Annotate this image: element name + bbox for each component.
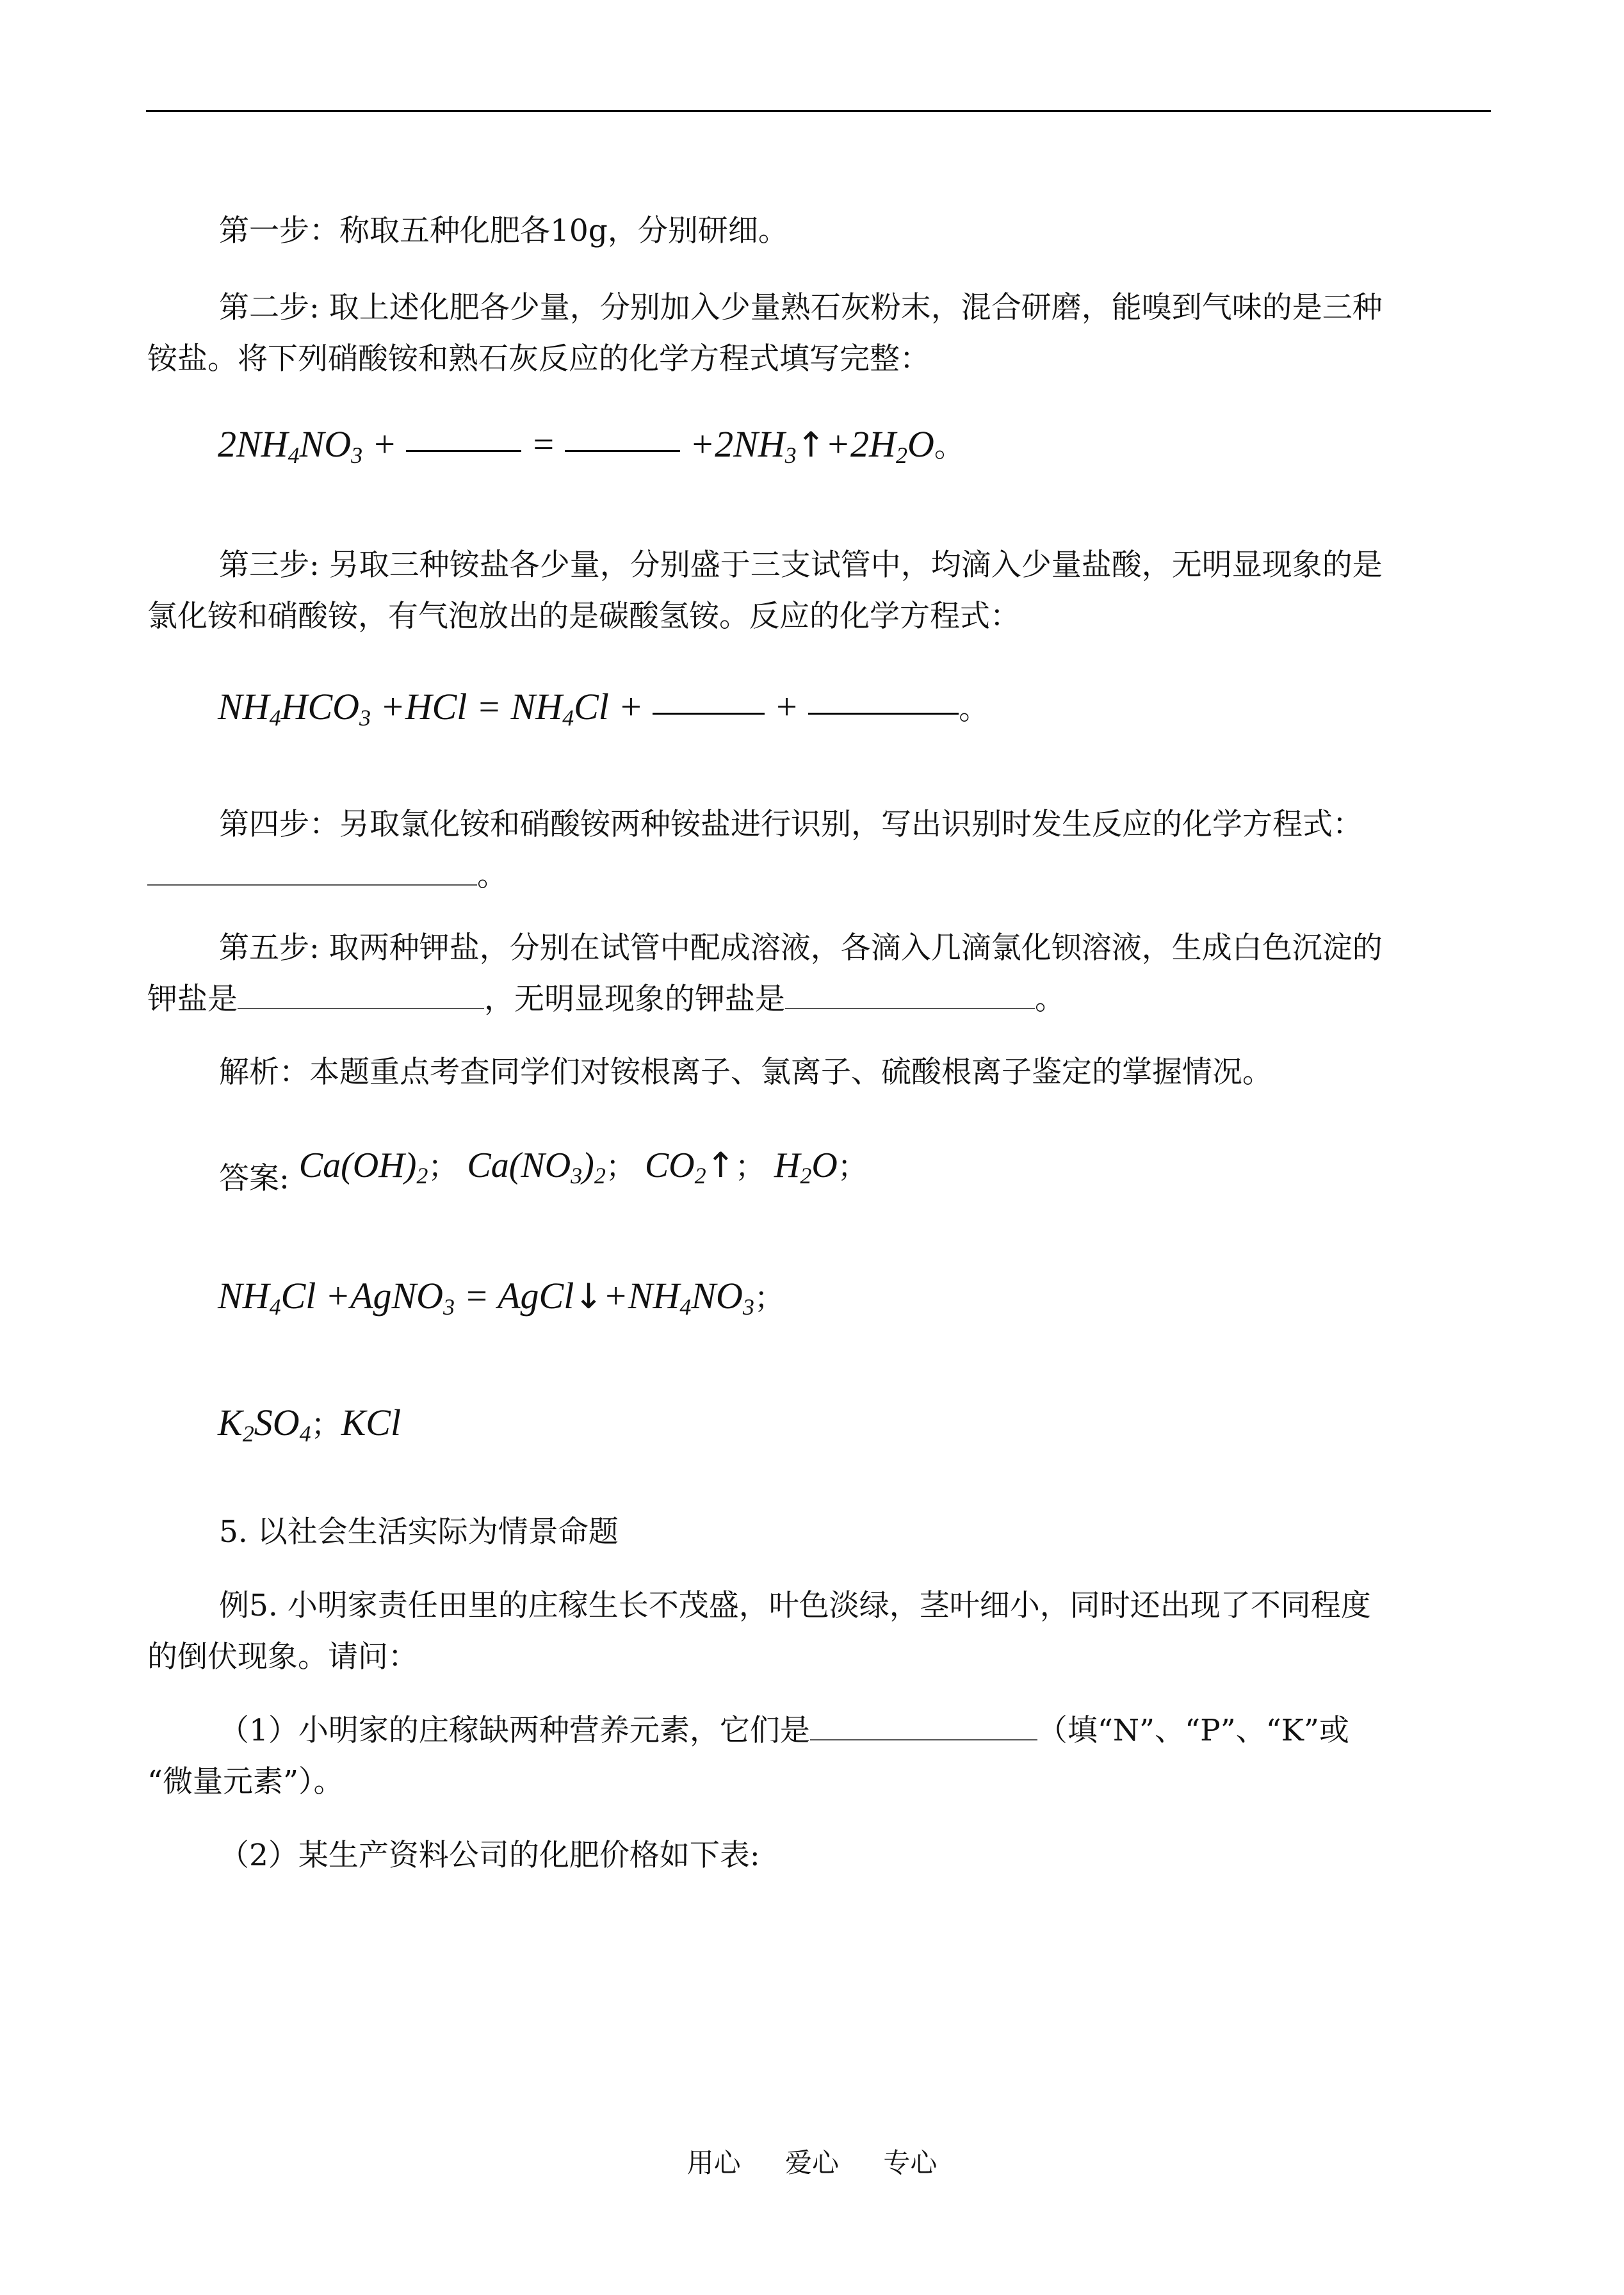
step3-line2: 氯化铵和硝酸铵，有气泡放出的是碳酸氢铵。反应的化学方程式：	[147, 599, 1020, 634]
blank-1	[406, 444, 521, 452]
footer-word-2: 爱心	[784, 2147, 839, 2178]
gas-arrow-icon: ↑	[706, 1145, 735, 1185]
blank-5	[147, 882, 477, 886]
answer-equation: $NH_4Cl$ +AgNO$_3$ = $AgCl↓+NH_4NO_3$；	[218, 1275, 784, 1320]
gas-arrow-icon: ↑	[796, 425, 825, 465]
question-1-line1: （1）小明家的庄稼缺两种营养元素，它们是 （填“N”、“P”、“K”或	[219, 1713, 1349, 1748]
blank-2	[565, 444, 680, 452]
equation-1: $2NH_4NO_3$ + = $+2NH_3↑+2H_2O$。	[218, 423, 964, 468]
precipitate-arrow-icon: ↓	[574, 1276, 603, 1317]
section-5-heading: 5. 以社会生活实际为情景命题	[219, 1514, 619, 1550]
footer-word-3: 专心	[883, 2147, 938, 2178]
blank-7	[785, 1005, 1035, 1009]
footer-word-1: 用心	[686, 2147, 741, 2178]
blank-4	[808, 706, 959, 715]
equation-2: $NH_4HCO_3 +HCl = NH_4Cl$ + + 。	[218, 686, 989, 731]
step2-line2: 铵盐。将下列硝酸铵和熟石灰反应的化学方程式填写完整：	[147, 341, 930, 377]
step2-line1: 第二步: 取上述化肥各少量，分别加入少量熟石灰粉末，混合研磨，能嗅到气味的是三种	[219, 290, 1383, 325]
blank-8	[810, 1737, 1037, 1740]
analysis-text: 解析：本题重点考查同学们对铵根离子、氯离子、硫酸根离子鉴定的掌握情况。	[219, 1055, 1272, 1090]
answer-line-1	[147, 1145, 1491, 1215]
step5-line2: 钾盐是 ，无明显现象的钾盐是 。	[147, 982, 1065, 1017]
blank-3	[653, 706, 765, 715]
blank-6	[238, 1005, 484, 1009]
step3-line1: 第三步: 另取三种铵盐各少量，分别盛于三支试管中，均滴入少量盐酸，无明显现象的是	[219, 547, 1383, 583]
step4-line1: 第四步：另取氯化铵和硝酸铵两种铵盐进行识别，写出识别时发生反应的化学方程式：	[219, 807, 1363, 842]
example-5-line2: 的倒伏现象。请问：	[147, 1639, 418, 1675]
answer-label: 答案:	[219, 1161, 289, 1196]
question-2: （2）某生产资料公司的化肥价格如下表:	[219, 1838, 760, 1873]
answer-formulas: $Ca(OH)_2$； $Ca(NO_3)_2$； $CO_2↑$； $H_2O$；	[298, 1145, 868, 1188]
page-footer	[0, 2142, 1624, 2180]
example-5-line1: 例5. 小明家责任田里的庄稼生长不茂盛，叶色淡绿，茎叶细小，同时还出现了不同程度	[219, 1588, 1371, 1623]
answer-potassium-salts: $K_2SO_4$；KCl	[218, 1402, 402, 1447]
question-1-line2: “微量元素”）。	[147, 1764, 344, 1799]
step1-text: 第一步：称取五种化肥各10g，分别研细。	[219, 213, 788, 248]
step5-line1: 第五步: 取两种钾盐，分别在试管中配成溶液，各滴入几滴氯化钡溶液，生成白色沉淀的	[219, 930, 1383, 966]
step4-line2: 。	[147, 848, 1491, 903]
header-rule	[146, 110, 1491, 112]
